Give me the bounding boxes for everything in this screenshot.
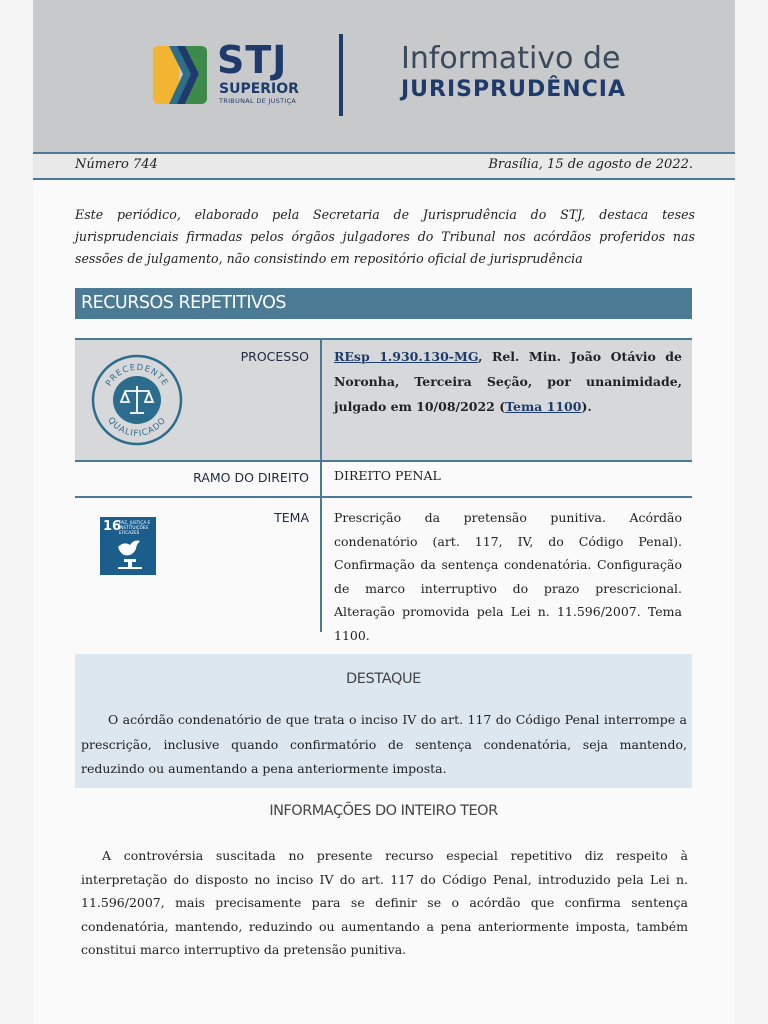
destaque-box xyxy=(75,654,692,788)
dove-gavel-icon xyxy=(114,537,144,569)
logo-tribunal: TRIBUNAL DE JUSTIÇA xyxy=(219,97,297,105)
header xyxy=(33,0,735,154)
publication-subtitle: JURISPRUDÊNCIA xyxy=(401,77,627,102)
tema-label: TEMA xyxy=(274,510,309,525)
stj-logo-text: STJ xyxy=(217,38,288,82)
processo-end: ). xyxy=(581,399,592,414)
inteiro-teor-text: A controvérsia suscitada no presente recurso especial repetitivo diz respeito à interpretação do disposto no inciso IV do art. 117 do Código Penal, introduzido pela Lei n. 11.596/2007, mais precisamente para se definir se o acórdão que confirma sentença condenatória, mantendo, reduzindo ou aumentando a pena anteriormente imposta, também constitui marco interruptivo da pretensão punitiva. xyxy=(81,848,688,957)
page xyxy=(33,0,735,1024)
seal-bottom-text: QUALIFICADO xyxy=(105,415,169,440)
inteiro-teor-title: INFORMAÇÕES DO INTEIRO TEOR xyxy=(269,803,498,819)
ods-number: 16 xyxy=(103,519,122,534)
edition-number: Número 744 xyxy=(75,157,158,172)
processo-label: PROCESSO xyxy=(240,349,309,364)
logo-superior: SUPERIOR xyxy=(219,81,299,97)
precedente-qualificado-seal-icon xyxy=(89,352,185,448)
edition-date: Brasília, 15 de agosto de 2022. xyxy=(488,157,693,172)
header-divider xyxy=(339,34,343,116)
ods-text: PAZ, JUSTIÇA E INSTITUIÇÕES EFICAZES xyxy=(119,520,151,535)
stj-logo-icon xyxy=(149,44,211,106)
section-title: RECURSOS REPETITIVOS xyxy=(75,288,692,319)
table-divider-vertical xyxy=(320,338,322,632)
tema-link[interactable]: Tema 1100 xyxy=(505,399,582,414)
table-divider-horizontal xyxy=(75,496,692,498)
destaque-title: DESTAQUE xyxy=(346,671,421,687)
intro-paragraph: Este periódico, elaborado pela Secretaria de Jurisprudência do STJ, destaca teses jurisprudenciais firmadas pelos órgãos julgadores do Tribunal nos acórdãos proferidos nas sessões de julgamento, não consistindo em repositório oficial de jurisprudência xyxy=(75,207,695,266)
publication-title: Informativo de xyxy=(401,41,621,76)
processo-text xyxy=(334,344,682,419)
resp-link[interactable]: REsp 1.930.130-MG xyxy=(334,349,479,364)
ramo-label: RAMO DO DIREITO xyxy=(193,470,309,485)
seal-top-text: PRECEDENTE xyxy=(104,362,170,389)
edition-bar xyxy=(33,154,735,180)
ods-16-badge-icon xyxy=(100,517,156,575)
tema-value: Prescrição da pretensão punitiva. Acórdão condenatório (art. 117, IV, do Código Penal). Confirmação da sentença condenatória. Configuração de marco interruptivo do prazo prescricional. Alteração promovida pela Lei n. 11.596/2007. Tema 1100. xyxy=(334,510,682,643)
ramo-value: DIREITO PENAL xyxy=(334,468,441,483)
processo-body: , Rel. Min. João Otávio de Noronha, Terceira Seção, por unanimidade, julgado em 10/08/2022 ( xyxy=(334,349,682,414)
destaque-text: O acórdão condenatório de que trata o inciso IV do art. 117 do Código Penal interrompe a prescrição, inclusive quando confirmatório de sentença condenatória, seja mantendo, reduzindo ou aumentando a pena anteriormente imposta. xyxy=(81,712,687,776)
